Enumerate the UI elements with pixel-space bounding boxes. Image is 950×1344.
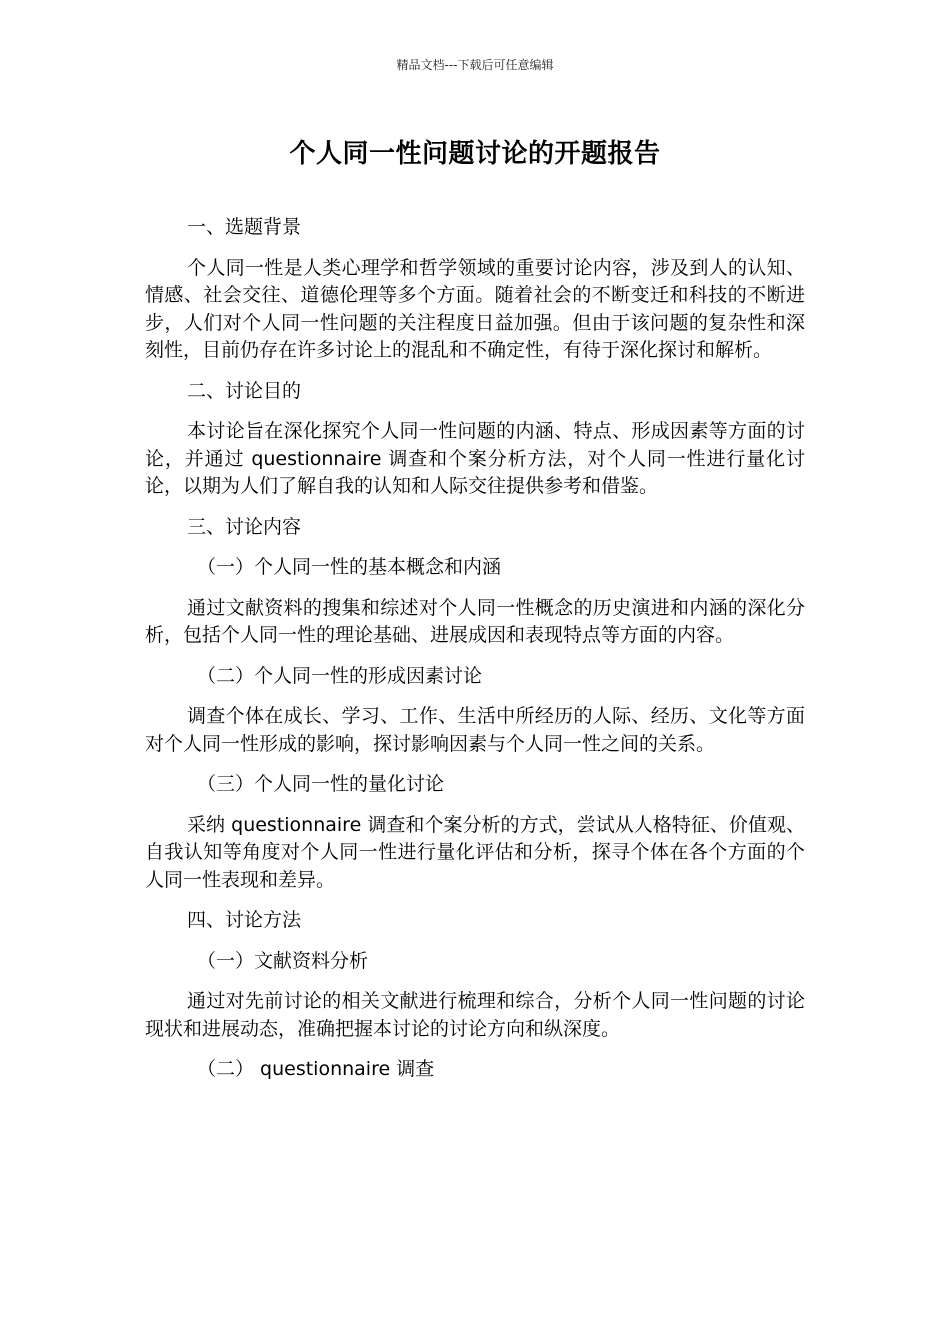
section-heading-background: 一、选题背景	[187, 216, 302, 238]
subheading-quantitative: （三）个人同一性的量化讨论	[197, 773, 445, 795]
subheading-questionnaire: （二） questionnaire 调查	[197, 1058, 435, 1080]
paragraph-formation-factors: 调查个体在成长、学习、工作、生活中所经历的人际、经历、文化等方面对个人同一性形成的影响，探讨影响因素与个人同一性之间的关系。	[145, 705, 805, 755]
document-body	[145, 214, 805, 1097]
subheading-formation-factors: （二）个人同一性的形成因素讨论	[197, 664, 483, 687]
subheading-literature-analysis: （一）文献资料分析	[197, 949, 369, 972]
document-title: 个人同一性问题讨论的开题报告	[289, 139, 661, 169]
paragraph-purpose: 本讨论旨在深化探究个人同一性问题的内涵、特点、形成因素等方面的讨论，并通过 questionnaire 调查和个案分析方法，对个人同一性进行量化讨论，以期为人们了解自我的认知和人际交往提供参考和借鉴。	[145, 420, 805, 497]
paragraph-literature-analysis: 通过对先前讨论的相关文献进行梳理和综合，分析个人同一性问题的讨论现状和进展动态，准确把握本讨论的讨论方向和纵深度。	[145, 990, 805, 1040]
section-heading-methods: 四、讨论方法	[187, 909, 302, 931]
section-heading-purpose: 二、讨论目的	[187, 379, 302, 402]
paragraph-quantitative: 采纳 questionnaire 调查和个案分析的方式，尝试从人格特征、价值观、自我认知等角度对个人同一性进行量化评估和分析，探寻个体在各个方面的个人同一性表现和差异。	[145, 813, 805, 891]
paragraph-basic-concept: 通过文献资料的搜集和综述对个人同一性概念的历史演进和内涵的深化分析，包括个人同一性的理论基础、进展成因和表现特点等方面的内容。	[145, 596, 805, 646]
subheading-basic-concept: （一）个人同一性的基本概念和内涵	[197, 556, 502, 578]
paragraph-background: 个人同一性是人类心理学和哲学领域的重要讨论内容，涉及到人的认知、情感、社会交往、道德伦理等多个方面。随着社会的不断变迁和科技的不断进步，人们对个人同一性问题的关注程度日益加强。但由于该问题的复杂性和深刻性，目前仍存在许多讨论上的混乱和不确定性，有待于深化探讨和解析。	[145, 256, 805, 361]
section-heading-content: 三、讨论内容	[187, 515, 302, 538]
page-header: 精品文档---下载后可任意编辑	[396, 58, 554, 72]
